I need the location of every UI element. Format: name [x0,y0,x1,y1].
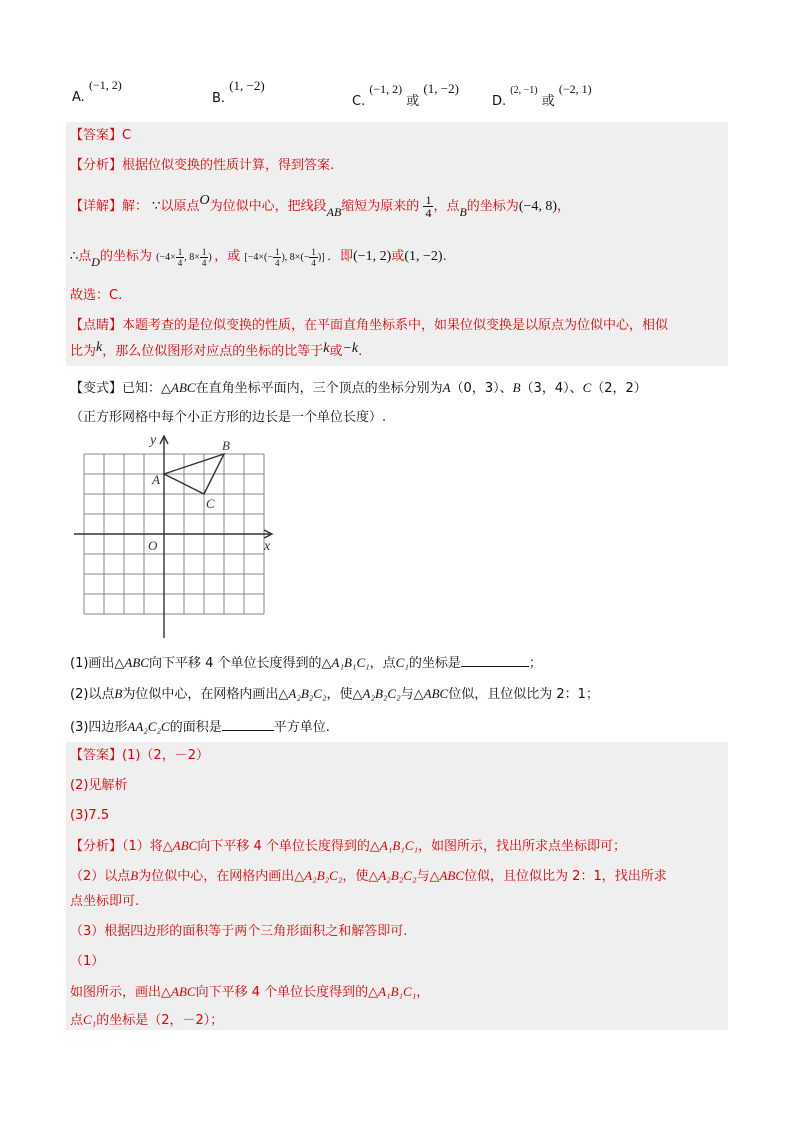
choice-value-2: (1, −2) [423,81,459,96]
result-2: (1, −2) [404,249,443,264]
choice-c [352,81,459,109]
variant-text: 在直角坐标平面内，三个顶点的坐标分别为 [195,381,443,396]
expr-part: ), 8×(− [281,252,310,263]
fraction-numerator: 1 [311,247,316,258]
point-c1: C₁ [395,655,409,670]
variant-line-2 [70,408,386,428]
fraction-denominator: 4 [425,206,432,220]
fraction-denominator: 4 [274,258,280,269]
triangle-abc: ABC [439,868,465,883]
fraction-numerator: 1 [425,193,432,207]
choice-value: (1, −2) [229,78,265,93]
fraction-denominator: 4 [311,258,316,269]
detail-line-1 [70,186,570,227]
analysis-text: 根据位似变换的性质计算，得到答案. [122,158,335,173]
question-text: 平方单位. [273,720,330,735]
detail-tag: 【详解】 [70,199,123,214]
analysis-line-1 [70,156,334,176]
expr-part: )] [317,252,325,263]
analysis-text: 与△ [416,869,440,884]
triangle-a2b2c2: A₂B₂C₂ [288,686,327,701]
coord-b: （3，4）、 [520,381,583,396]
detail-line-3b [70,1010,223,1031]
answer-part-1: (1)（2，－2） [122,748,209,763]
detail-text: 的坐标为 [466,199,519,214]
triangle-abc: ABC [172,838,198,853]
point-c1: C₁ [83,1012,97,1027]
fraction-denominator: 4 [201,258,207,269]
analysis-tag: 【分析】 [70,839,123,854]
coordinate-grid-figure [70,428,290,648]
answer-part-3: (3)7.5 [70,808,110,823]
question-text: 的坐标是 [408,656,461,671]
detail-text: 为位似中心，把线段 [209,199,327,214]
analysis-text: 向下平移 4 个单位长度得到的△ [197,839,380,854]
detail-text: 的坐标是（2，－2）； [96,1013,224,1028]
because-symbol: ∵ [152,199,161,214]
fraction-numerator: 1 [177,247,183,258]
comment-text: 比为 [70,344,97,359]
detail-text: . [442,249,447,264]
question-text: 与△ [400,687,424,702]
segment-ab: AB [326,205,342,219]
detail-text: 以原点 [160,199,200,214]
label-b: B [222,438,230,453]
question-text: 为位似中心，在网格内画出△ [122,687,289,702]
point-b: B [130,868,139,883]
fraction-denominator: 4 [177,258,183,269]
variant-line-1 [70,378,647,399]
triangle-a2b2c2: A₂B₂C₂ [378,868,417,883]
question-text: ； [528,656,542,671]
detail-text: 缩短为原来的 [341,199,420,214]
result-1: (−1, 2) [353,249,392,264]
analysis-line-2b [70,866,667,887]
quadrilateral: AA₂C₂C [127,719,170,734]
label-c: C [206,496,215,511]
comment-line-1 [70,316,668,336]
point-b: B [512,380,521,395]
or-text: 或 [391,249,405,264]
var-neg-k: −k [342,341,359,356]
expression-1 [156,247,214,269]
therefore-symbol: ∴ [70,249,79,264]
analysis-text: 为位似中心，在网格内画出△ [138,869,305,884]
analysis-tag: 【分析】 [70,158,123,173]
choice-b [212,78,265,106]
analysis-text: （2）以点 [70,869,131,884]
choice-or: 或 [406,94,420,109]
detail-text: 如图所示，画出△ [70,985,171,1000]
triangle-abc: ABC [124,655,149,670]
question-2 [70,684,599,705]
triangle-a2b2c2: A₂B₂C₂ [362,686,401,701]
expr-part: ) [208,252,212,263]
detail-text: 点 [78,249,92,264]
detail-text: 向下平移 4 个单位长度得到的△ [195,985,379,1000]
choice-a [72,78,122,105]
triangle-a1b1c1: A₁B₁C₁ [331,655,370,670]
detail-text: ，或 [214,249,241,264]
detail-text: 点 [70,1013,84,1028]
fraction [176,247,185,268]
origin-label: O [148,538,158,553]
answer-text: C [122,128,132,143]
conclusion-line-1: 故选：C. [70,288,123,303]
choice-letter: B. [212,91,226,106]
detail-text: ， [557,199,571,214]
detail-text: ．即 [327,249,354,264]
answer-blank-3[interactable] [222,716,274,731]
variant-text: （正方形网格中每个小正方形的边长是一个单位长度）. [70,410,387,425]
comment-text: 本题考查的是位似变换的性质，在平面直角坐标系中，如果位似变换是以原点为位似中心，相似 [122,318,669,333]
expr-part: [−4×(− [244,252,273,263]
choice-value-2: (−2, 1) [558,82,592,96]
answer-tag: 【答案】 [70,128,123,143]
point-a: A [442,380,451,395]
point-o: O [199,193,210,208]
analysis-line-2a [70,836,626,857]
question-3 [70,716,330,738]
question-text: 向下平移 4 个单位长度得到的△ [148,656,332,671]
comment-line-2 [70,342,362,362]
var-k: k [96,340,103,355]
answer-line-2 [70,746,209,766]
choice-or: 或 [541,94,555,109]
comment-tag: 【点睛】 [70,318,123,333]
point-c: C [582,380,592,395]
answer-tag: 【答案】 [70,748,123,763]
choice-value: (−1, 2) [88,78,122,92]
y-axis-label: y [150,433,157,448]
question-1 [70,652,542,674]
fraction-numerator: 1 [274,247,280,258]
expr-part: , 8× [184,252,200,263]
detail-text: 解： [122,199,149,214]
comment-text: . [358,344,363,359]
analysis-line-2c: 点坐标即可. [70,894,140,909]
triangle-a1b1c1: A₁B₁C₁ [379,838,419,853]
analysis-text: ，如图所示，找出所求点坐标即可； [418,839,627,854]
choice-letter: A. [72,90,85,105]
fraction [309,247,318,268]
comment-text: ，那么位似图形对应点的坐标的比等于 [102,344,324,359]
detail-text: ， [416,985,430,1000]
fraction-one-quarter [423,194,433,219]
var-k: k [323,341,330,356]
choice-value-1: (−1, 2) [369,82,403,96]
question-text: 的面积是 [169,720,222,735]
point-b: B [114,686,123,701]
question-text: 位似，且位似比为 2：1； [448,687,599,702]
analysis-line-2d: （3）根据四边形的面积等于两个三角形面积之和解答即可. [70,924,408,939]
analysis-text: （1）将△ [122,839,173,854]
choice-value-1: (2, −1) [510,85,538,96]
variant-text: 已知：△ [122,381,172,396]
label-a: A [152,472,160,487]
choice-letter: D. [492,94,507,109]
detail-part-1: （1） [70,954,105,969]
detail-line-3a [70,982,429,1003]
analysis-text: 位似，且位似比为 2：1，找出所求 [464,869,667,884]
point-b: B [459,205,467,219]
question-text: (2)以点 [70,687,115,702]
choice-d [492,82,592,109]
answer-blank-1[interactable] [461,652,529,667]
coord-b: (−4, 8) [518,199,558,214]
question-text: (1)画出△ [70,656,125,671]
choice-letter: C. [352,94,366,109]
expression-2 [244,247,327,269]
triangle-abc: ABC [171,984,196,999]
question-text: ，点 [369,656,396,671]
fraction-numerator: 1 [201,247,207,258]
triangle-abc: ABC [423,686,449,701]
question-text: (3)四边形 [70,720,128,735]
comment-text: 或 [329,344,343,359]
point-d: D [91,255,100,269]
analysis-text: ，使△ [342,869,379,884]
answer-line-1 [70,126,131,146]
detail-text: ，点 [433,199,460,214]
question-text: ，使△ [326,687,363,702]
variant-tag: 【变式】 [70,381,123,396]
answer-part-2: (2)见解析 [70,778,128,793]
expr-part: (−4× [156,252,176,263]
x-axis-label: x [264,539,271,554]
triangle-abc: ABC [171,380,196,395]
triangle-a1b1c1: A₁B₁C₁ [378,984,417,999]
coord-a: （0，3）、 [450,381,513,396]
triangle-a2b2c2: A₂B₂C₂ [304,868,343,883]
detail-text: 的坐标为 [99,249,152,264]
coord-c: （2，2） [591,381,647,396]
detail-line-2 [70,236,447,278]
